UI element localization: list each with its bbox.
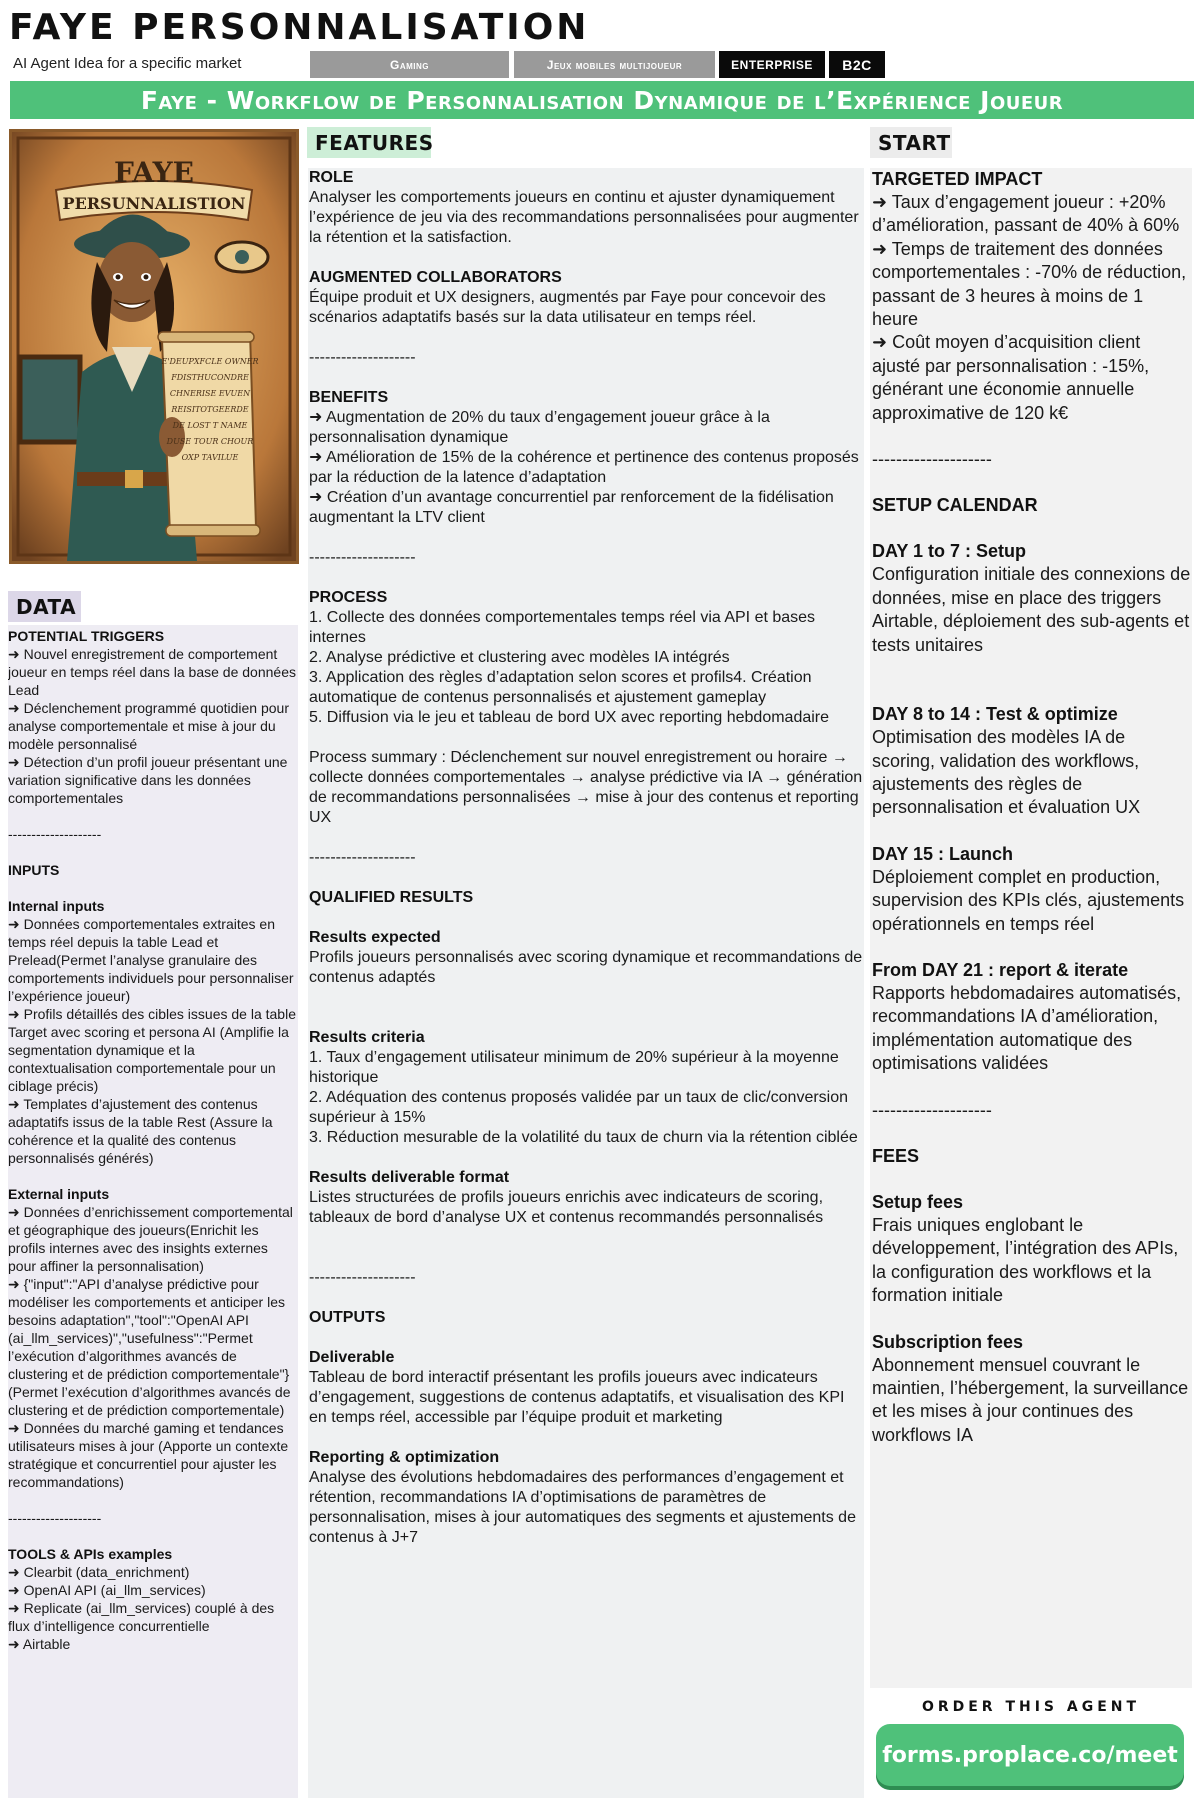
scroll-line: E'DEUPXFCLE OWNER [161,357,259,366]
process-step: 3. Application des règles d’adaptation selon scores et profils4. Création automatique de contenus personnalisés et ajustement gameplay [309,669,812,706]
deliverable-heading: Deliverable [309,1349,395,1366]
features-panel [308,168,864,1798]
data-heading: DATA [8,591,81,622]
impact-heading: TARGETED IMPACT [872,169,1043,189]
reporting-heading: Reporting & optimization [309,1449,500,1466]
process-step: 1. Collecte des données comportementales temps réel via API et bases internes [309,609,816,646]
internal-inputs-heading: Internal inputs [8,898,105,914]
order-link-button[interactable]: forms.proplace.co/meet [876,1724,1184,1786]
features-heading: FEATURES [307,127,431,158]
separator: -------------------- [309,849,416,866]
external-input-item: ➜ Données du marché gaming et tendances utilisateurs mises à jour (Apporte un contexte stratégique et concurrentiel pour ajuster les recommandations) [8,1420,289,1490]
separator: -------------------- [309,349,416,366]
separator: -------------------- [309,1269,416,1286]
inputs-heading: INPUTS [8,862,60,878]
start-panel [870,168,1192,1688]
benefit-item: ➜ Amélioration de 15% de la cohérence et pertinence des contenus proposés par la réduction de la latence d’adaptation [309,449,859,486]
benefits-heading: BENEFITS [309,389,389,406]
day1-heading: DAY 1 to 7 : Setup [872,541,1027,562]
external-inputs-heading: External inputs [8,1186,110,1202]
impact-item: ➜ Coût moyen d’acquisition client ajusté par personnalisation : -15%, générant une économie annuelle approximative de 120 k€ [872,332,1150,423]
poster-svg [12,132,296,561]
benefit-item: ➜ Création d’un avantage concurrentiel par renforcement de la fidélisation augmentant la LTV client [309,489,834,526]
workflow-banner: Faye - Workflow de Personnalisation Dynamique de l’Expérience Joueur [10,81,1194,119]
calendar-heading: SETUP CALENDAR [872,495,1038,516]
process-heading: PROCESS [309,589,388,606]
tool-item: ➜ Airtable [8,1636,71,1652]
collaborators-text: Équipe produit et UX designers, augmentés par Faye pour concevoir des scénarios adaptatifs basés sur la data utilisateur en temps réel. [309,289,826,326]
subscription-fees-text: Abonnement mensuel couvrant le maintien, l’hébergement, la surveillance et les mises à jour continues des workflows IA [872,1354,1189,1445]
tag-enterprise: ENTERPRISE [719,51,825,78]
process-step: 2. Analyse prédictive et clustering avec modèles IA intégrés [309,649,730,666]
scroll-line: FDISTHUCONDRE [171,373,249,382]
tool-item: ➜ Clearbit (data_enrichment) [8,1564,190,1580]
process-step: 5. Diffusion via le jeu et tableau de bord UX avec reporting hebdomadaire [309,709,830,726]
scroll-line: REISITOTGEERDE [171,405,249,414]
separator: -------------------- [309,549,416,566]
outputs-heading: OUTPUTS [309,1309,386,1326]
poster-title: FAYE [114,156,194,189]
subscription-fees-heading: Subscription fees [872,1331,1024,1352]
criteria-item: 2. Adéquation des contenus proposés validée par un taux de clic/conversion supérieur à 15% [309,1089,849,1126]
separator: -------------------- [8,1510,102,1526]
scroll-line: CHNERISE EVUEN [169,389,251,398]
role-heading: ROLE [309,169,354,186]
tag-b2c: B2C [829,51,885,78]
results-expected-text: Profils joueurs personnalisés avec scoring dynamique et recommandations de contenus adaptés [309,949,863,986]
reporting-text: Analyse des évolutions hebdomadaires des performances d’engagement et rétention, recommandations IA d’optimisations de paramètres de personnalisation, mises à jour automatiques des segments et ajustements de contenus à J+7 [309,1469,856,1546]
results-heading: QUALIFIED RESULTS [309,889,474,906]
external-input-item: ➜ Données d’enrichissement comportemental et géographique des joueurs(Enrichit les profils internes avec des insights externes pour affiner la personnalisation) [8,1204,293,1274]
tool-item: ➜ OpenAI API (ai_llm_services) [8,1582,206,1598]
setup-fees-text: Frais uniques englobant le développement, l’intégration des APIs, la configuration des workflows et la formation initiale [872,1214,1179,1306]
separator: -------------------- [872,1099,992,1120]
scroll-line: OXP TAVILUE [181,453,239,462]
fees-heading: FEES [872,1145,920,1166]
tool-item: ➜ Replicate (ai_llm_services) couplé à des flux d’intelligence concurrentielle [8,1600,275,1634]
agent-poster-illustration [9,129,299,564]
trigger-item: ➜ Déclenchement programmé quotidien pour analyse comportementale et mise à jour du modèle personnalisé [8,700,289,752]
criteria-item: 1. Taux d’engagement utilisateur minimum de 20% supérieur à la moyenne historique [309,1049,839,1086]
impact-item: ➜ Temps de traitement des données comportementales : -70% de réduction, passant de 3 heures à moins de 1 heure [872,238,1187,330]
day8-text: Optimisation des modèles IA de scoring, validation des workflows, ajustements des règles de personnalisation et évaluation UX [872,727,1141,818]
role-text: Analyser les comportements joueurs en continu et ajuster dynamiquement l’expérience de jeu via des recommandations personnalisées pour augmenter la rétention et la satisfaction. [309,189,859,246]
separator: -------------------- [8,826,102,842]
separator: -------------------- [872,449,992,470]
deliverable-format-text: Listes structurées de profils joueurs enrichis avec indicateurs de scoring, tableaux de bord d’analyse UX et contenus recommandés personnalisés [309,1189,824,1226]
data-panel [8,625,298,1798]
deliverable-text: Tableau de bord interactif présentant les profils joueurs avec indicateurs d’engagement, suggestions de contenus adaptatifs, et visualisation des KPI en temps réel, accessible par l’équipe produit et marketing [309,1369,845,1426]
day8-heading: DAY 8 to 14 : Test & optimize [872,704,1118,725]
scroll-line: DUSE TOUR CHOUR [166,437,254,446]
day1-text: Configuration initiale des connexions de données, mise en place des triggers Airtable, déploiement des sub-agents et tests unitaires [872,564,1191,655]
start-heading: START [870,127,952,158]
tools-heading: TOOLS & APIs examples [8,1546,173,1562]
poster-subtitle: PERSUNNALISTION [62,194,246,213]
process-summary: Process summary : Déclenchement sur nouvel enregistrement ou horaire → collecte données comportementales → analyse prédictive via IA → génération de recommandations personnalisées → mise à jour des contenus et reporting UX [309,749,863,826]
triggers-heading: POTENTIAL TRIGGERS [8,628,165,644]
criteria-item: 3. Réduction mesurable de la volatilité du taux de churn via la rétention ciblée [309,1129,858,1146]
tag-gaming: Gaming [310,51,509,78]
page-subtitle: AI Agent Idea for a specific market [13,55,242,72]
setup-fees-heading: Setup fees [872,1191,964,1212]
results-criteria-heading: Results criteria [309,1029,425,1046]
benefit-item: ➜ Augmentation de 20% du taux d’engagement joueur grâce à la personnalisation dynamique [309,409,770,446]
trigger-item: ➜ Nouvel enregistrement de comportement joueur en temps réel dans la base de données Lead [8,646,296,698]
trigger-item: ➜ Détection d’un profil joueur présentant une variation significative dans les données comportementales [8,754,288,806]
deliverable-format-heading: Results deliverable format [309,1169,510,1186]
impact-item: ➜ Taux d’engagement joueur : +20% d’amélioration, passant de 40% à 60% [872,192,1180,236]
results-expected-heading: Results expected [309,929,441,946]
order-title: ORDER THIS AGENT [921,1699,1141,1715]
external-input-item: ➜ {"input":"API d’analyse prédictive pour modéliser les comportements et anticiper les besoins adaptation","tool":"OpenAI API (ai_llm_services)","usefulness":"Permet l’exécution d’algorithmes avancés de clustering et de prédiction comportementale"} (Permet l’exécution d’algorithmes avancés de clustering et de prédiction comportementale) [8,1276,291,1418]
day21-heading: From DAY 21 : report & iterate [872,959,1129,980]
scroll-line: DE LOST T NAME [172,421,248,430]
internal-input-item: ➜ Templates d’ajustement des contenus adaptatifs issus de la table Rest (Assure la cohérence et la qualité des contenus personnalisés générés) [8,1096,273,1166]
day21-text: Rapports hebdomadaires automatisés, recommandations IA d’amélioration, implémentation automatique des optimisations validées [872,982,1182,1074]
day15-heading: DAY 15 : Launch [872,843,1014,864]
tag-mobile-games: Jeux mobiles multijoueur [514,51,715,78]
day15-text: Déploiement complet en production, supervision des KPIs clés, ajustements opérationnels en temps réel [872,866,1185,934]
collaborators-heading: AUGMENTED COLLABORATORS [309,269,562,286]
internal-input-item: ➜ Données comportementales extraites en temps réel depuis la table Lead et Prelead(Permet l’analyse granulaire des comportements individuels pour personnaliser l’expérience joueur) [8,916,294,1004]
internal-input-item: ➜ Profils détaillés des cibles issues de la table Target avec scoring et persona AI (Amplifie la segmentation dynamique et la contextualisation comportementale pour un ciblage précis) [8,1006,296,1094]
page-title: FAYE PERSONNALISATION [9,7,590,48]
